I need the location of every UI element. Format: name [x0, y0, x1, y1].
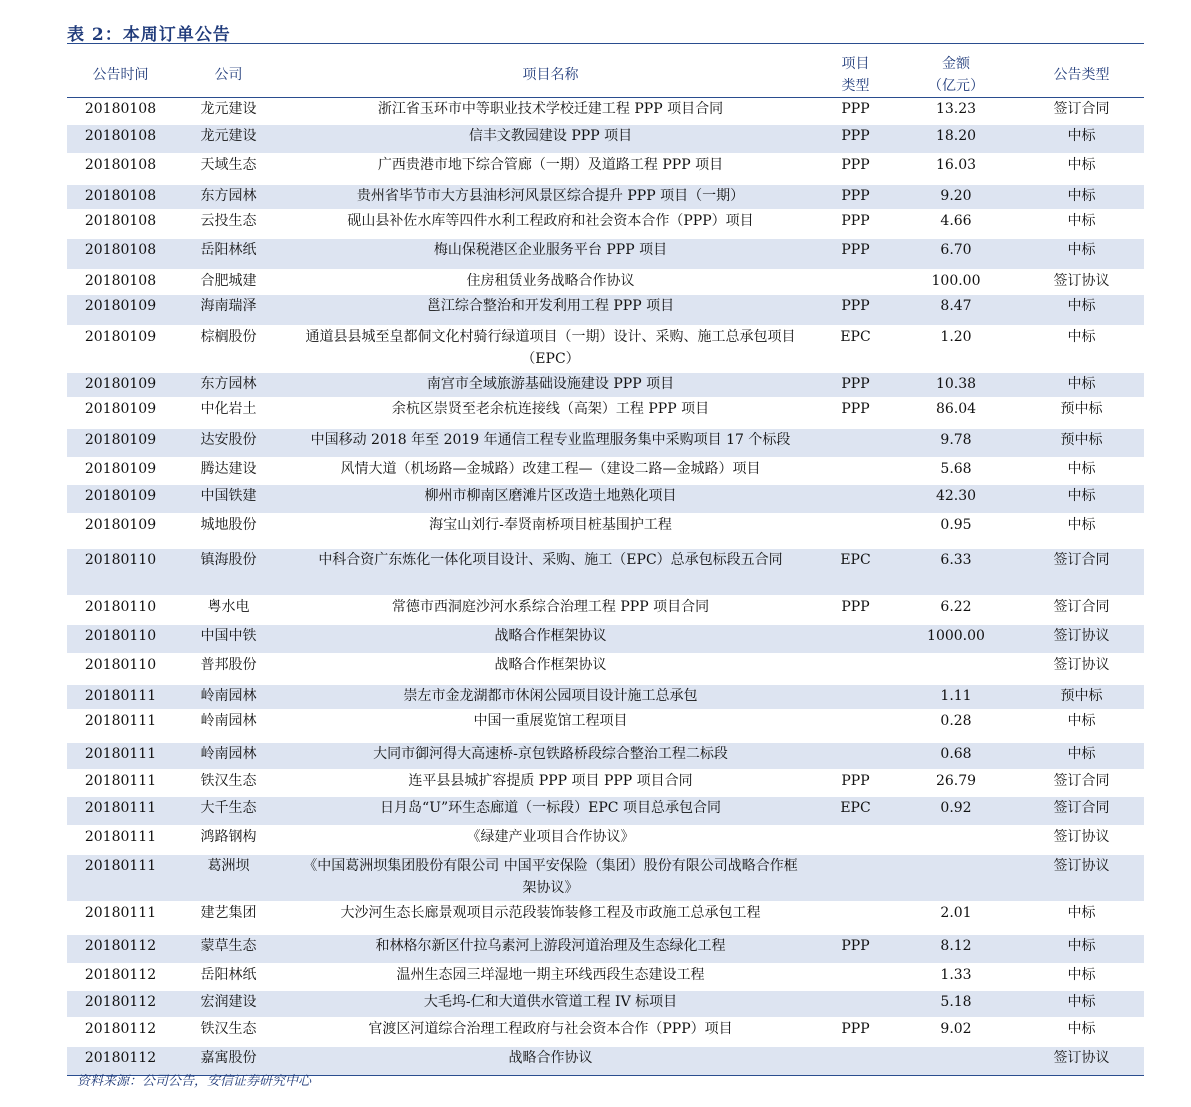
cell-type: PPP [818, 295, 893, 326]
cell-project: 广西贵港市地下综合管廊（一期）及道路工程 PPP 项目 [377, 157, 724, 173]
cell-date: 20180108 [67, 239, 174, 270]
header-amount-line1: 金额 [942, 55, 970, 72]
cell-category: 中标 [1019, 743, 1144, 770]
cell-date: 20180110 [67, 549, 174, 596]
cell-date: 20180108 [67, 125, 174, 154]
cell-amount [893, 826, 1019, 855]
cell-type [818, 964, 893, 991]
table-body [67, 98, 1144, 1076]
table-row [67, 98, 1144, 125]
cell-category: 中标 [1019, 373, 1144, 398]
table-row [67, 239, 1144, 270]
cell-project: 温州生态园三垟湿地一期主环线西段生态建设工程 [396, 967, 705, 983]
table-row [67, 991, 1144, 1018]
cell-category: 中标 [1019, 239, 1144, 270]
cell-category: 预中标 [1019, 685, 1144, 710]
header-type-line1: 项目 [841, 55, 870, 72]
cell-date: 20180108 [67, 185, 174, 210]
cell-amount: 4.66 [940, 213, 972, 229]
cell-company: 腾达建设 [200, 461, 257, 477]
cell-amount: 9.78 [893, 429, 1019, 458]
cell-date: 20180111 [84, 713, 157, 729]
table-row [67, 596, 1144, 625]
cell-date: 20180110 [84, 657, 157, 673]
table-row [67, 743, 1144, 770]
cell-category: 中标 [1067, 329, 1096, 345]
cell-type: PPP [841, 1021, 870, 1037]
cell-company: 合肥城建 [200, 273, 257, 289]
cell-amount: 8.12 [893, 935, 1019, 964]
cell-company: 岳阳林纸 [200, 967, 257, 983]
cell-date: 20180111 [67, 743, 174, 770]
cell-date: 20180112 [67, 1047, 174, 1076]
cell-amount: 9.20 [893, 185, 1019, 210]
cell-company: 城地股份 [200, 517, 257, 533]
cell-type: PPP [841, 101, 870, 117]
cell-category: 中标 [1067, 905, 1096, 921]
cell-category: 中标 [1067, 967, 1096, 983]
cell-date: 20180111 [84, 905, 157, 921]
cell-category: 签订合同 [1053, 599, 1110, 615]
cell-amount: 1.11 [893, 685, 1019, 710]
cell-company: 铁汉生态 [200, 1021, 257, 1037]
table-row [67, 398, 1144, 429]
table-row [67, 270, 1144, 295]
cell-type: EPC [840, 329, 871, 345]
cell-type: PPP [841, 213, 870, 229]
cell-company: 宏润建设 [174, 991, 283, 1018]
cell-date: 20180112 [67, 935, 174, 964]
table-row [67, 797, 1144, 826]
cell-company: 大千生态 [174, 797, 283, 826]
cell-project: 浙江省玉环市中等职业技术学校迁建工程 PPP 项目合同 [377, 101, 724, 117]
cell-amount: 0.92 [893, 797, 1019, 826]
cell-category: 中标 [1067, 157, 1096, 173]
table-row [67, 964, 1144, 991]
cell-amount: 13.23 [935, 101, 977, 117]
cell-category: 预中标 [1019, 429, 1144, 458]
cell-type [818, 270, 893, 295]
cell-type [818, 429, 893, 458]
cell-project: 大毛坞-仁和大道供水管道工程 IV 标项目 [283, 991, 818, 1018]
cell-company: 蒙草生态 [174, 935, 283, 964]
cell-type: EPC [818, 549, 893, 596]
cell-amount: 0.95 [940, 517, 972, 533]
cell-category: 中标 [1019, 935, 1144, 964]
cell-date: 20180108 [84, 101, 157, 117]
cell-company: 达安股份 [174, 429, 283, 458]
cell-category: 签订协议 [1053, 273, 1110, 289]
cell-category: 签订协议 [1019, 625, 1144, 654]
cell-date: 20180111 [84, 829, 157, 845]
cell-category: 中标 [1019, 485, 1144, 514]
cell-category: 签订协议 [1053, 657, 1110, 673]
table-row [67, 373, 1144, 398]
cell-company: 中化岩土 [200, 401, 257, 417]
cell-company: 棕榈股份 [200, 329, 257, 345]
cell-date: 20180112 [67, 991, 174, 1018]
cell-date: 20180109 [67, 429, 174, 458]
orders-table [67, 48, 1144, 1076]
cell-category: 中标 [1067, 1021, 1096, 1037]
cell-project: 大同市御河得大高速桥-京包铁路桥段综合整治工程二标段 [283, 743, 818, 770]
cell-type [818, 685, 893, 710]
cell-amount: 6.70 [893, 239, 1019, 270]
cell-amount: 18.20 [893, 125, 1019, 154]
cell-project: 梅山保税港区企业服务平台 PPP 项目 [283, 239, 818, 270]
cell-category: 签订协议 [1019, 855, 1144, 902]
table-row [67, 855, 1144, 902]
table-row [67, 549, 1144, 596]
cell-company: 天域生态 [200, 157, 257, 173]
cell-category: 签订合同 [1019, 797, 1144, 826]
cell-company: 海南瑞泽 [174, 295, 283, 326]
cell-date: 20180109 [84, 329, 157, 345]
title-rule [67, 43, 1144, 44]
table-row [67, 185, 1144, 210]
cell-date: 20180110 [84, 599, 157, 615]
cell-company: 建艺集团 [200, 905, 257, 921]
cell-category: 签订合同 [1053, 101, 1110, 117]
cell-type: PPP [841, 157, 870, 173]
cell-company: 龙元建设 [174, 125, 283, 154]
cell-amount: 0.68 [893, 743, 1019, 770]
cell-type: PPP [818, 935, 893, 964]
cell-project: 信丰文教园建设 PPP 项目 [283, 125, 818, 154]
cell-amount: 9.02 [940, 1021, 972, 1037]
cell-amount: 6.33 [893, 549, 1019, 596]
cell-type [818, 826, 893, 855]
cell-date: 20180109 [84, 401, 157, 417]
table-row [67, 935, 1144, 964]
cell-project: 崇左市金龙湖都市休闲公园项目设计施工总承包 [283, 685, 818, 710]
cell-project: 战略合作协议 [283, 1047, 818, 1076]
cell-type [818, 1047, 893, 1076]
cell-amount: 10.38 [893, 373, 1019, 398]
cell-type [818, 458, 893, 485]
header-type-line2: 类型 [841, 78, 870, 94]
cell-company: 岭南园林 [174, 685, 283, 710]
table-row [67, 625, 1144, 654]
cell-category: 中标 [1067, 713, 1096, 729]
cell-date: 20180108 [84, 213, 157, 229]
header-category: 公告类型 [1053, 66, 1110, 83]
table-row [67, 826, 1144, 855]
cell-project: 贵州省毕节市大方县油杉河风景区综合提升 PPP 项目（一期） [283, 185, 818, 210]
cell-date: 20180111 [67, 855, 174, 902]
cell-type: EPC [818, 797, 893, 826]
cell-company: 葛洲坝 [174, 855, 283, 902]
cell-company: 岳阳林纸 [174, 239, 283, 270]
cell-project: 连平县县城扩容提质 PPP 项目 PPP 项目合同 [408, 773, 693, 789]
table-row [67, 154, 1144, 185]
cell-amount: 1.33 [940, 967, 972, 983]
table-row [67, 485, 1144, 514]
table-row [67, 210, 1144, 239]
cell-project: 《绿建产业项目合作协议》 [466, 829, 635, 845]
cell-project: 中国移动 2018 年至 2019 年通信工程专业监理服务集中采购项目 17 个标段 [283, 429, 818, 458]
table-title: 表 2：本周订单公告 [67, 25, 231, 45]
cell-type [818, 654, 893, 685]
cell-amount: 5.18 [893, 991, 1019, 1018]
cell-date: 20180112 [84, 967, 157, 983]
cell-type [818, 625, 893, 654]
cell-type: PPP [818, 239, 893, 270]
cell-project: 战略合作框架协议 [494, 657, 607, 673]
cell-project: 大沙河生态长廊景观项目示范段装饰装修工程及市政施工总承包工程 [340, 905, 761, 921]
cell-amount [893, 1047, 1019, 1076]
table-row [67, 429, 1144, 458]
cell-project: 常德市西洞庭沙河水系综合治理工程 PPP 项目合同 [391, 599, 710, 615]
cell-date: 20180109 [84, 461, 157, 477]
cell-project: 住房租赁业务战略合作协议 [466, 273, 635, 289]
cell-project: 通道县县城至皇都侗文化村骑行绿道项目（一期）设计、采购、施工总承包项目（EPC） [305, 329, 796, 367]
cell-date: 20180110 [67, 625, 174, 654]
cell-date: 20180112 [84, 1021, 157, 1037]
cell-type [818, 855, 893, 902]
cell-category: 中标 [1019, 125, 1144, 154]
cell-project: 海宝山刘行-奉贤南桥项目桩基围护工程 [429, 517, 672, 533]
cell-company: 东方园林 [174, 373, 283, 398]
table-row [67, 710, 1144, 743]
cell-category: 预中标 [1060, 401, 1103, 417]
cell-company: 普邦股份 [200, 657, 257, 673]
table-row [67, 685, 1144, 710]
cell-project: 余杭区崇贤至老余杭连接线（高架）工程 PPP 项目 [391, 401, 710, 417]
header-project: 项目名称 [522, 66, 579, 83]
table-row [67, 458, 1144, 485]
cell-type: PPP [818, 185, 893, 210]
cell-type [818, 991, 893, 1018]
source-note: 资料来源：公司公告，安信证券研究中心 [77, 1074, 312, 1089]
cell-type [818, 743, 893, 770]
cell-project: 和林格尔新区什拉乌素河上游段河道治理及生态绿化工程 [283, 935, 818, 964]
table-row [67, 902, 1144, 935]
header-date: 公告时间 [92, 66, 149, 83]
cell-amount: 5.68 [940, 461, 972, 477]
cell-type [818, 710, 893, 743]
cell-category: 中标 [1067, 517, 1096, 533]
cell-date: 20180108 [84, 273, 157, 289]
cell-project: 邕江综合整治和开发利用工程 PPP 项目 [283, 295, 818, 326]
cell-category: 中标 [1019, 991, 1144, 1018]
cell-amount: 0.28 [940, 713, 972, 729]
table-row [67, 770, 1144, 797]
cell-amount: 100.00 [931, 273, 981, 289]
cell-category: 签订协议 [1053, 829, 1110, 845]
cell-type [818, 514, 893, 549]
cell-type: PPP [841, 599, 870, 615]
cell-type: PPP [818, 373, 893, 398]
cell-company: 龙元建设 [200, 101, 257, 117]
cell-company: 嘉寓股份 [174, 1047, 283, 1076]
cell-date: 20180109 [67, 485, 174, 514]
cell-project: 风情大道（机场路—金城路）改建工程—（建设二路—金城路）项目 [340, 461, 761, 477]
cell-amount: 1.20 [940, 329, 972, 345]
cell-category: 签订合同 [1019, 549, 1144, 596]
cell-project: 官渡区河道综合治理工程政府与社会资本合作（PPP）项目 [368, 1021, 733, 1037]
cell-project: 中科合资广东炼化一体化项目设计、采购、施工（EPC）总承包标段五合同 [283, 549, 818, 596]
cell-project: 战略合作框架协议 [283, 625, 818, 654]
cell-category: 签订协议 [1019, 1047, 1144, 1076]
table-row [67, 326, 1144, 373]
cell-company: 中国中铁 [174, 625, 283, 654]
cell-category: 中标 [1019, 185, 1144, 210]
cell-type: PPP [841, 401, 870, 417]
cell-amount: 86.04 [935, 401, 977, 417]
cell-date: 20180111 [67, 797, 174, 826]
cell-company: 粤水电 [207, 599, 250, 615]
table-row [67, 514, 1144, 549]
cell-type [818, 902, 893, 935]
cell-amount: 16.03 [935, 157, 977, 173]
cell-project: 柳州市柳南区磨滩片区改造土地熟化项目 [283, 485, 818, 514]
cell-type: PPP [818, 125, 893, 154]
cell-type: PPP [841, 773, 870, 789]
cell-date: 20180109 [67, 295, 174, 326]
table-row [67, 125, 1144, 154]
cell-amount: 1000.00 [893, 625, 1019, 654]
cell-amount: 2.01 [940, 905, 972, 921]
cell-project: 南宫市全域旅游基础设施建设 PPP 项目 [283, 373, 818, 398]
cell-project: 砚山县补佐水库等四件水利工程政府和社会资本合作（PPP）项目 [347, 213, 754, 229]
cell-amount: 42.30 [893, 485, 1019, 514]
cell-date: 20180108 [84, 157, 157, 173]
cell-date: 20180109 [67, 373, 174, 398]
cell-company: 鸿路钢构 [200, 829, 257, 845]
cell-company: 镇海股份 [174, 549, 283, 596]
cell-category: 签订合同 [1053, 773, 1110, 789]
cell-amount [893, 654, 1019, 685]
table-row [67, 295, 1144, 326]
cell-amount: 6.22 [940, 599, 972, 615]
cell-company: 铁汉生态 [200, 773, 257, 789]
cell-company: 东方园林 [174, 185, 283, 210]
cell-amount: 8.47 [893, 295, 1019, 326]
cell-category: 中标 [1067, 461, 1096, 477]
cell-company: 岭南园林 [200, 713, 257, 729]
cell-date: 20180111 [84, 773, 157, 789]
cell-project: 《中国葛洲坝集团股份有限公司 中国平安保险（集团）股份有限公司战略合作框架协议》 [283, 855, 818, 902]
cell-project: 中国一重展览馆工程项目 [473, 713, 628, 729]
cell-company: 云投生态 [200, 213, 257, 229]
header-amount-line2: （亿元） [928, 78, 984, 94]
cell-type [818, 485, 893, 514]
cell-category: 中标 [1019, 295, 1144, 326]
cell-company: 岭南园林 [174, 743, 283, 770]
cell-amount [893, 855, 1019, 902]
header-company: 公司 [214, 66, 243, 83]
table-row [67, 654, 1144, 685]
cell-date: 20180111 [67, 685, 174, 710]
cell-amount: 26.79 [935, 773, 977, 789]
cell-category: 中标 [1067, 213, 1096, 229]
cell-company: 中国铁建 [174, 485, 283, 514]
cell-project: 日月岛“U”环生态廊道（一标段）EPC 项目总承包合同 [283, 797, 818, 826]
cell-date: 20180109 [84, 517, 157, 533]
table-row [67, 1018, 1144, 1047]
